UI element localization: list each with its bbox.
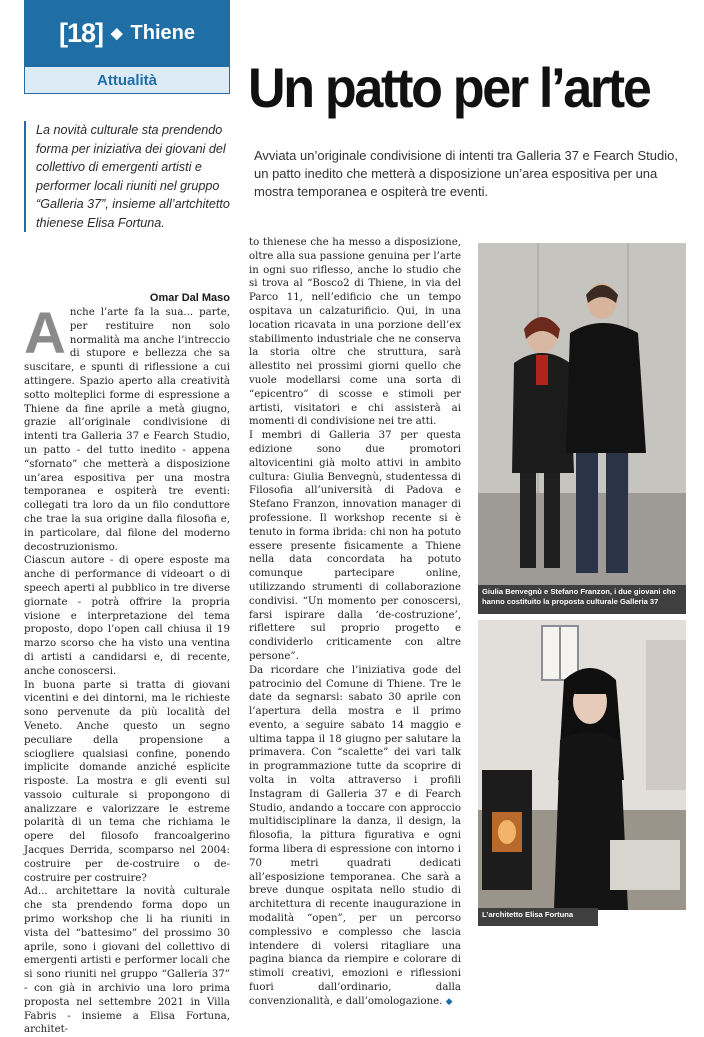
paragraph-text: nche l’arte fa la sua... parte, per restituire non solo normalità ma anche l’intreccio di stupore e bellezza che sa suscitare, e spunti di riflessione a cui attingere. Spazio aperto alla creatività sotto molteplici forme di espressione a Thiene da fine aprile a metà giugno, grazie all’originale condivisione di intenti tra Galleria 37 e Fearch Studio, un patto - del tutto inedito - appena “sfornato” che metterà a disposizione un’area espositiva per una mostra temporanea e ospiterà tre eventi: collegati tra loro da un filo conduttore che trae la sua origine dalla filosofia e, in particolare, dal filone del moderno decostruzionismo.: [24, 307, 230, 553]
photo-caption: L’architetto Elisa Fortuna: [478, 908, 598, 926]
article-column-2: [249, 236, 461, 1007]
paragraph-text: Da ricordare che l’iniziativa gode del patrocinio del Comune di Thiene. Tre le date da segnarsi: sabato 30 aprile con l’apertura della mostra e il primo evento, a seguire sabato 14 maggio e ultima tappa il 18 giugno per salutare la primavera. Con “scalette” dei vari talk in programmazione tutte da scoprire di volta in volta attraverso i profili Instagram di Galleria 37 e di Fearch Studio, andando a toccare con approccio multidisciplinare la danza, il design, la filosofia, la pittura figurativa e ogni forma libera di espressione con intorno i 70 metri quadrati dedicati all’esposizione temporanea. Che sarà a breve dunque ospitata nello studio di architettura di recente inaugurazione in modalità “open”, per un percorso complessivo e complesso che lascia intendere di volersi ritagliare una pagina bianca da riempire e colorare di stimoli creativi, emozioni e riflessioni fuori dall’ordinario, dalla convenzionalità, e dall’omologazione.: [249, 664, 461, 1007]
byline: Omar Dal Maso: [149, 292, 230, 304]
section-header: [24, 0, 230, 66]
paragraph: Ciascun autore - di opere esposte ma anche di performance di videoart o di speech aperti al pubblico in tre diverse giornate - potrà offrire la propria visione e interpretazione del tema proposto, dopo l’open call chiusa il 19 marzo scorso che ha visto una ventina di artisti a candidarsi e, di recente, anche conoscersi.: [24, 555, 230, 677]
photo-galleria-37-founders: [478, 243, 686, 585]
page-number: [18]: [58, 17, 103, 48]
photo-caption: Giulia Benvegnù e Stefano Franzon, i due giovani che hanno costituito la proposta culturale Galleria 37: [478, 585, 686, 614]
section-label: Attualità: [24, 66, 230, 94]
photo-illustration: [478, 243, 686, 585]
summary-pullquote: La novità culturale sta prendendo forma per iniziativa dei giovani del collettivo di emergenti artisti e performer locali riuniti nel gruppo “Galleria 37”, insieme all’artchitetto thienese Elisa Fortuna.: [24, 121, 240, 232]
diamond-icon: ◆: [111, 25, 123, 42]
town-name: Thiene: [130, 21, 195, 44]
paragraph: Ad... architettare la novità culturale che sta prendendo forma dopo un primo workshop che li ha riuniti in vista del “battesimo” del prossimo 30 aprile, sono i giovani del collettivo di emergenti artisti e performer locali che si sono riuniti nel gruppo “Galleria 37” - con già in archivio una loro prima proposta nel settembre 2021 in Villa Fabris - insieme a Elisa Fortuna, architet-: [24, 886, 230, 1036]
drop-cap: A: [24, 301, 66, 366]
headline: Un patto per l’arte: [248, 56, 650, 119]
paragraph: In buona parte si tratta di giovani vicentini e dei dintorni, ma le richieste sono pervenute da più località del Veneto. Anche questo un segno peculiare della propensione a sciogliere qualsiasi confine, ponendo implicite domande anziché esplicite risposte. La mostra e gli eventi sul vassoio culturale si propongono di analizzare e valorizzare le estreme polarità di un tema che richiama le opere del filosofo francoalgerino Jacques Derrida, scomparso nel 2004: costruire per de-costruire o de-costruire per costruire?: [24, 679, 230, 884]
standfirst: Avviata un’originale condivisione di intenti tra Galleria 37 e Fearch Studio, un patto inedito che metterà a disposizione un’area espositiva per una mostra temporanea e ospiterà tre eventi.: [254, 148, 678, 199]
photo-architect: [478, 620, 686, 910]
paragraph: [249, 664, 461, 1010]
end-mark-icon: ◆: [445, 996, 453, 1007]
paragraph: I membri di Galleria 37 per questa edizione sono due promotori altovicentini già molto attivi in ambito cultura: Giulia Benvegnù, studentessa di Filosofia all’università di Padova e Stefano Franzon, innovation manager di professione. Il workshop recente si è tenuto in forma ibrida: chi non ha potuto essere presente fisicamente a Thiene nella data concordata ha potuto comunque partecipare online, utilizzando strumenti di collaborazione condivisi. “Un momento per conoscersi, farsi ispirare dalla ‘de-costruzione’, riflettere sul proprio progetto e condividerlo criticamente con altre persone”.: [249, 430, 461, 662]
paragraph: to thienese che ha messo a disposizione, oltre alla sua passione genuina per l’arte in ogni suo riflesso, anche lo studio che si trova al “Bosco2 di Thiene, in via del Parco 11, nell’edificio che un tempo ospitava un calzaturificio. Qui, in una location ricavata in una porzione dell’ex stabilimento industriale che ne conserva la storia oltre che struttura, sarà allestito nei prossimi giorni quello che vuole modellarsi come una sorta di “epicentro” di scosse e stimoli per artisti, visitatori e chi assisterà ai momenti di condivisione nei tre atti.: [249, 237, 461, 428]
article-column-1: [24, 290, 230, 1036]
paragraph: [24, 301, 230, 554]
photo-illustration: [478, 620, 686, 910]
